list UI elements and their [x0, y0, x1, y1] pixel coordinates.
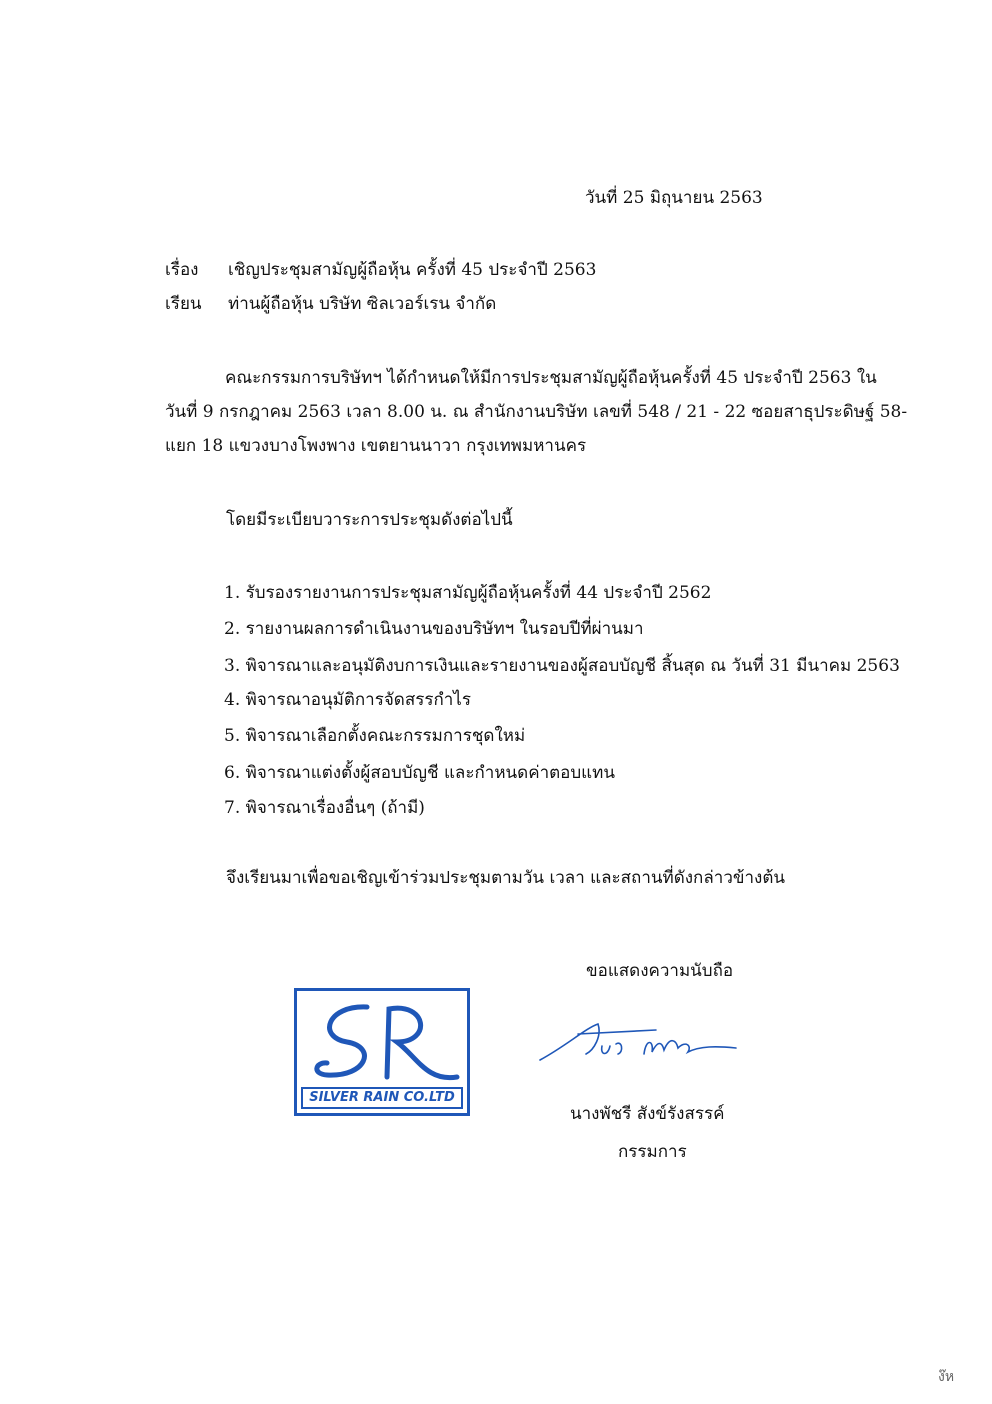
signature: [536, 1016, 746, 1075]
letter-date: วันที่ 25 มิถุนายน 2563: [585, 188, 763, 208]
subject-text: เชิญประชุมสามัญผู้ถือหุ้น ครั้งที่ 45 ประจำปี 2563: [228, 260, 597, 280]
agenda-item: 7. พิจารณาเรื่องอื่นๆ (ถ้ามี): [224, 798, 425, 818]
body-line: วันที่ 9 กรกฎาคม 2563 เวลา 8.00 น. ณ สำนักงานบริษัท เลขที่ 548 / 21 - 22 ซอยสาธุประดิษฐ์ 58-: [165, 402, 908, 422]
recipient-text: ท่านผู้ถือหุ้น บริษัท ซิลเวอร์เรน จำกัด: [228, 294, 497, 314]
agenda-item: 3. พิจารณาและอนุมัติงบการเงินและรายงานของผู้สอบบัญชี สิ้นสุด ณ วันที่ 31 มีนาคม 2563: [224, 656, 900, 676]
agenda-item: 5. พิจารณาเลือกตั้งคณะกรรมการชุดใหม่: [224, 726, 526, 746]
agenda-intro: โดยมีระเบียบวาระการประชุมดังต่อไปนี้: [226, 510, 513, 530]
agenda-item: 6. พิจารณาแต่งตั้งผู้สอบบัญชี และกำหนดค่าตอบแทน: [224, 763, 615, 783]
recipient-label: เรียน: [165, 294, 202, 314]
body-line: คณะกรรมการบริษัทฯ ได้กำหนดให้มีการประชุมสามัญผู้ถือหุ้นครั้งที่ 45 ประจำปี 2563 ใน: [225, 368, 877, 388]
agenda-item: 4. พิจารณาอนุมัติการจัดสรรกำไร: [224, 690, 471, 710]
initial-mark-icon: ง๊ห: [938, 1369, 955, 1385]
stamp-company-name: SILVER RAIN CO.LTD: [301, 1087, 463, 1109]
company-stamp: [294, 988, 470, 1116]
handwritten-signature-icon: [536, 1016, 746, 1070]
subject-label: เรื่อง: [165, 260, 199, 280]
closing-sentence: จึงเรียนมาเพื่อขอเชิญเข้าร่วมประชุมตามวัน เวลา และสถานที่ดังกล่าวข้างต้น: [226, 868, 785, 888]
body-line: แยก 18 แขวงบางโพงพาง เขตยานนาวา กรุงเทพมหานคร: [165, 436, 587, 456]
agenda-item: 1. รับรองรายงานการประชุมสามัญผู้ถือหุ้นครั้งที่ 44 ประจำปี 2562: [224, 583, 712, 603]
signatory-title: กรรมการ: [618, 1142, 687, 1162]
stamp-monogram-icon: [307, 997, 463, 1089]
agenda-item: 2. รายงานผลการดำเนินงานของบริษัทฯ ในรอบปีที่ผ่านมา: [224, 619, 644, 639]
signatory-name: นางพัชรี สังข์รังสรรค์: [570, 1104, 725, 1124]
regards-line: ขอแสดงความนับถือ: [586, 961, 734, 981]
